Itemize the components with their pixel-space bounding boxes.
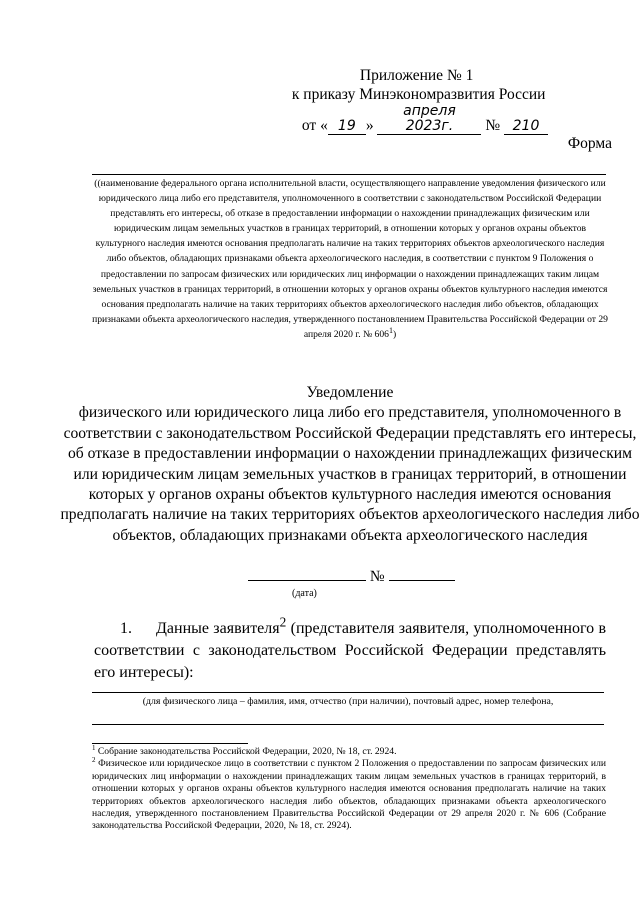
- applicant-caption: (для физического лица – фамилия, имя, отчество (при наличии), почтовый адрес, номер телефона,: [142, 696, 554, 707]
- footnotes: [92, 743, 606, 833]
- appendix-title: Приложение № 1: [359, 67, 474, 84]
- number-blank-field: [389, 570, 455, 581]
- date-number-row: [248, 568, 455, 586]
- org-name-field-line: [92, 174, 606, 175]
- appendix-order-ref: к приказу Минэкономразвития России: [291, 86, 546, 103]
- org-name-caption: ((наименование федерального органа исполнительной власти, осуществляющего направление уведомления физического или юридического лица либо его представителя, уполномоченного в соответствии с законодательством Российской Федерации представлять его интересы, об отказе в предоставлении информации о нахождении принадлежащих физическим или юридическим лицам земельных участков в границах территорий, в отношении которых у органов охраны объектов культурного наследия имеются основания предполагать наличие на таких территориях объектов археологического наследия либо объектов, обладающих признаками объекта археологического наследия, в соответствии с пунктом 9 Положения о предоставлении по запросам физических или юридических лиц информации о нахождении принадлежащих таким лицам земельных участков в границах территорий, в отношении которых у органов охраны объектов культурного наследия имеются основания предполагать наличие на таких территориях объектов археологического наследия либо объектов, обладающих признаками объекта археологического наследия, утвержденного постановлением Правительства Российской Федерации от 29 апреля 2020 г. № $606^1$): [92, 178, 608, 340]
- section-number: 1.: [120, 620, 132, 637]
- applicant-field-line: [92, 692, 604, 693]
- title-body: физического или юридического лица либо его представителя, уполномоченного в соответствии с законодательством Российской Федерации представлять его интересы, об отказе в предоставлении информации о нахождении принадлежащих физическим или юридическим лицам земельных участков в границах территорий, в отношении которых у органов охраны объектов культурного наследия имеются основания предполагать наличие на таких территориях объектов археологического наследия либо объектов, обладающих признаками объекта археологического наследия: [60, 404, 640, 544]
- date-caption: (дата): [292, 588, 317, 599]
- applicant-field-line-2: [92, 724, 604, 725]
- appendix-header: [292, 66, 548, 135]
- document-title: [60, 383, 640, 546]
- footnote-1: $^1$ Собрание законодательства Российской Федерации, 2020, № 18, ст. 2924.: [92, 743, 397, 757]
- number-sign: №: [369, 568, 385, 585]
- date-blank-field: [248, 570, 366, 581]
- form-label: Форма: [567, 135, 612, 152]
- footnote-2: $^2$ Физическое или юридическое лицо в соответствии с пунктом 2 Положения о предоставлении по запросам физических или юридических лиц информации о нахождении принадлежащих таким лицам земельных участков в границах территорий, в отношении которых у органов охраны объектов культурного наследия имеются основания предполагать наличие на таких территориях объектов археологического наследия либо объектов, обладающих признаками объекта археологического наследия, утвержденного постановлением Правительства Российской Федерации от 29 апреля 2020 г. № 606 (Собрание законодательства Российской Федерации, 2020, № 18, ст. 2924).: [92, 756, 606, 832]
- footnote-separator: [92, 743, 248, 744]
- handwritten-day: 19: [328, 119, 366, 135]
- appendix-date-number: от « 19 » апреля 2023г. № 210: [292, 104, 548, 135]
- section-applicant-data: 1. Данные заявителя$^2$ (представителя заявителя, уполномоченного в соответствии с законодательством Российской Федерации представлять его интересы):: [94, 614, 607, 681]
- handwritten-order-number: 210: [504, 119, 548, 135]
- title-heading: Уведомление: [306, 384, 394, 401]
- handwritten-month-year: апреля 2023г.: [377, 104, 481, 135]
